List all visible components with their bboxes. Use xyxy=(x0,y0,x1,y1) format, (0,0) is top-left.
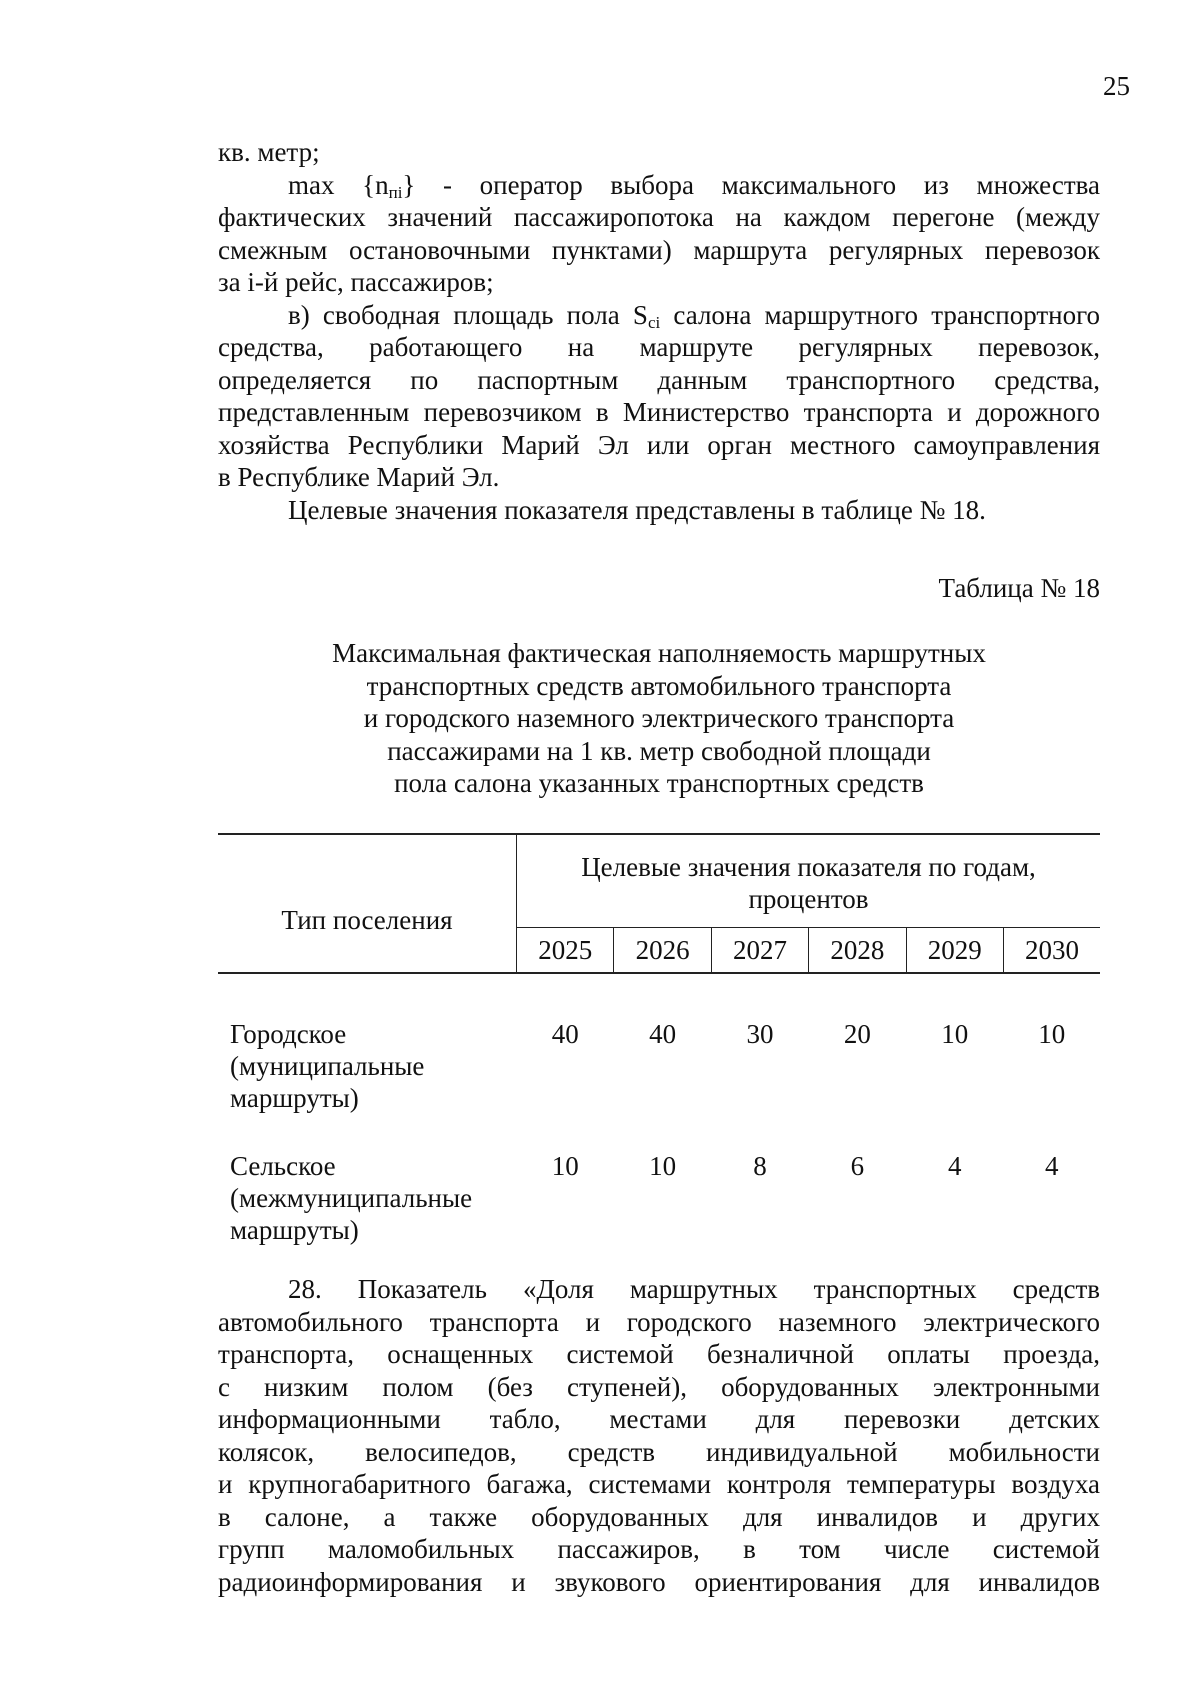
item-v-line-4: представленным перевозчиком в Министерство транспорта и дорожного xyxy=(218,397,1100,427)
paragraph-line: автомобильного транспорта и городского наземного электрического xyxy=(218,1306,1100,1337)
value-cell: 10 xyxy=(1038,1019,1066,1049)
value-cell: 10 xyxy=(649,1151,677,1181)
caption-line: пола салона указанных транспортных средств xyxy=(394,768,924,798)
paragraph-line: колясок, велосипедов, средств индивидуальной мобильности xyxy=(218,1436,1100,1467)
item-v-line-3: определяется по паспортным данным транспортного средства, xyxy=(218,364,1100,395)
value-cell: 4 xyxy=(947,1151,962,1181)
max-operator: $\max \{n_{пi}\}$ xyxy=(288,169,416,202)
paragraph-line: транспорта, оснащенных системой безналичной оплаты проезда, xyxy=(218,1339,1100,1369)
settlement-type-cell: Сельское (межмуниципальные маршруты) xyxy=(230,1151,473,1245)
value-cell: 20 xyxy=(843,1019,871,1049)
indicator-table xyxy=(218,833,1100,1246)
paragraph-line: в салоне, а также оборудованных для инвалидов и других xyxy=(218,1501,1100,1532)
settlement-type-cell: Городское (муниципальные маршруты) xyxy=(230,1019,425,1113)
value-cell: 10 xyxy=(941,1019,969,1049)
value-cell: 30 xyxy=(746,1019,774,1049)
table-label: Таблица № 18 xyxy=(938,573,1100,603)
paragraph-line: информационными табло, местами для перевозки детских xyxy=(218,1404,1100,1434)
target-values-sentence: Целевые значения показателя представлены в таблице № 18. xyxy=(288,494,986,525)
item-v-line-6: в Республике Марий Эл. xyxy=(218,462,500,492)
header-year: 2029 xyxy=(906,928,1003,974)
max-definition-line-3: смежным остановочными пунктами) маршрута регулярных перевозок xyxy=(218,234,1100,265)
value-cell: 40 xyxy=(649,1019,677,1049)
paragraph-line: с низким полом (без ступеней), оборудованных электронными xyxy=(218,1371,1100,1402)
header-year: 2028 xyxy=(809,928,906,974)
item-v-line-2: средства, работающего на маршруте регулярных перевозок, xyxy=(218,332,1100,362)
paragraph-line: групп маломобильных пассажиров, в том числе системой xyxy=(218,1534,1100,1564)
header-year: 2027 xyxy=(711,928,808,974)
header-settlement-type: Тип поселения xyxy=(218,834,517,973)
max-definition-line-2: фактических значений пассажиропотока на каждом перегоне (между xyxy=(218,202,1100,232)
value-cell: 8 xyxy=(753,1151,767,1181)
top-text xyxy=(218,136,1100,526)
item-v-line-5: хозяйства Республики Марий Эл или орган местного самоуправления xyxy=(218,429,1100,460)
header-year: 2026 xyxy=(614,928,711,974)
header-year: 2030 xyxy=(1003,928,1100,974)
paragraph-line: и крупногабаритного багажа, системами контроля температуры воздуха xyxy=(218,1469,1100,1499)
page-number: 25 xyxy=(1103,71,1130,101)
table-row xyxy=(218,1150,1100,1246)
value-cell: 4 xyxy=(1044,1151,1059,1181)
caption-line: пассажирами на 1 кв. метр свободной площади xyxy=(387,735,931,766)
paragraph-line: 28. Показатель «Доля маршрутных транспортных средств xyxy=(288,1274,1100,1304)
value-cell: 6 xyxy=(850,1151,865,1181)
value-cell: 10 xyxy=(551,1151,579,1181)
text-line-unit: кв. метр; xyxy=(218,137,320,167)
header-year: 2025 xyxy=(517,928,614,974)
caption-line: транспортных средств автомобильного транспорта xyxy=(366,670,952,701)
paragraph-28 xyxy=(218,1273,1100,1598)
value-cell: 40 xyxy=(551,1019,579,1049)
max-definition-line-4: за i-й рейс, пассажиров; xyxy=(218,267,494,297)
item-v-line-1: в) свободная площадь пола $S_{ci}$ салона маршрутного транспортного xyxy=(288,299,1101,332)
caption-line: Максимальная фактическая наполняемость маршрутных xyxy=(332,638,986,668)
max-definition-line-1: $\max \{n_{пi}\}$ - оператор выбора максимального из множества xyxy=(288,169,1100,202)
header-target-values: Целевые значения показателя по годам, процентов xyxy=(517,834,1101,928)
paragraph-line: радиоинформирования и звукового ориентирования для инвалидов xyxy=(218,1566,1100,1597)
caption-line: и городского наземного электрического транспорта xyxy=(363,703,955,733)
table-caption xyxy=(218,637,1100,800)
table-row xyxy=(218,1018,1100,1114)
